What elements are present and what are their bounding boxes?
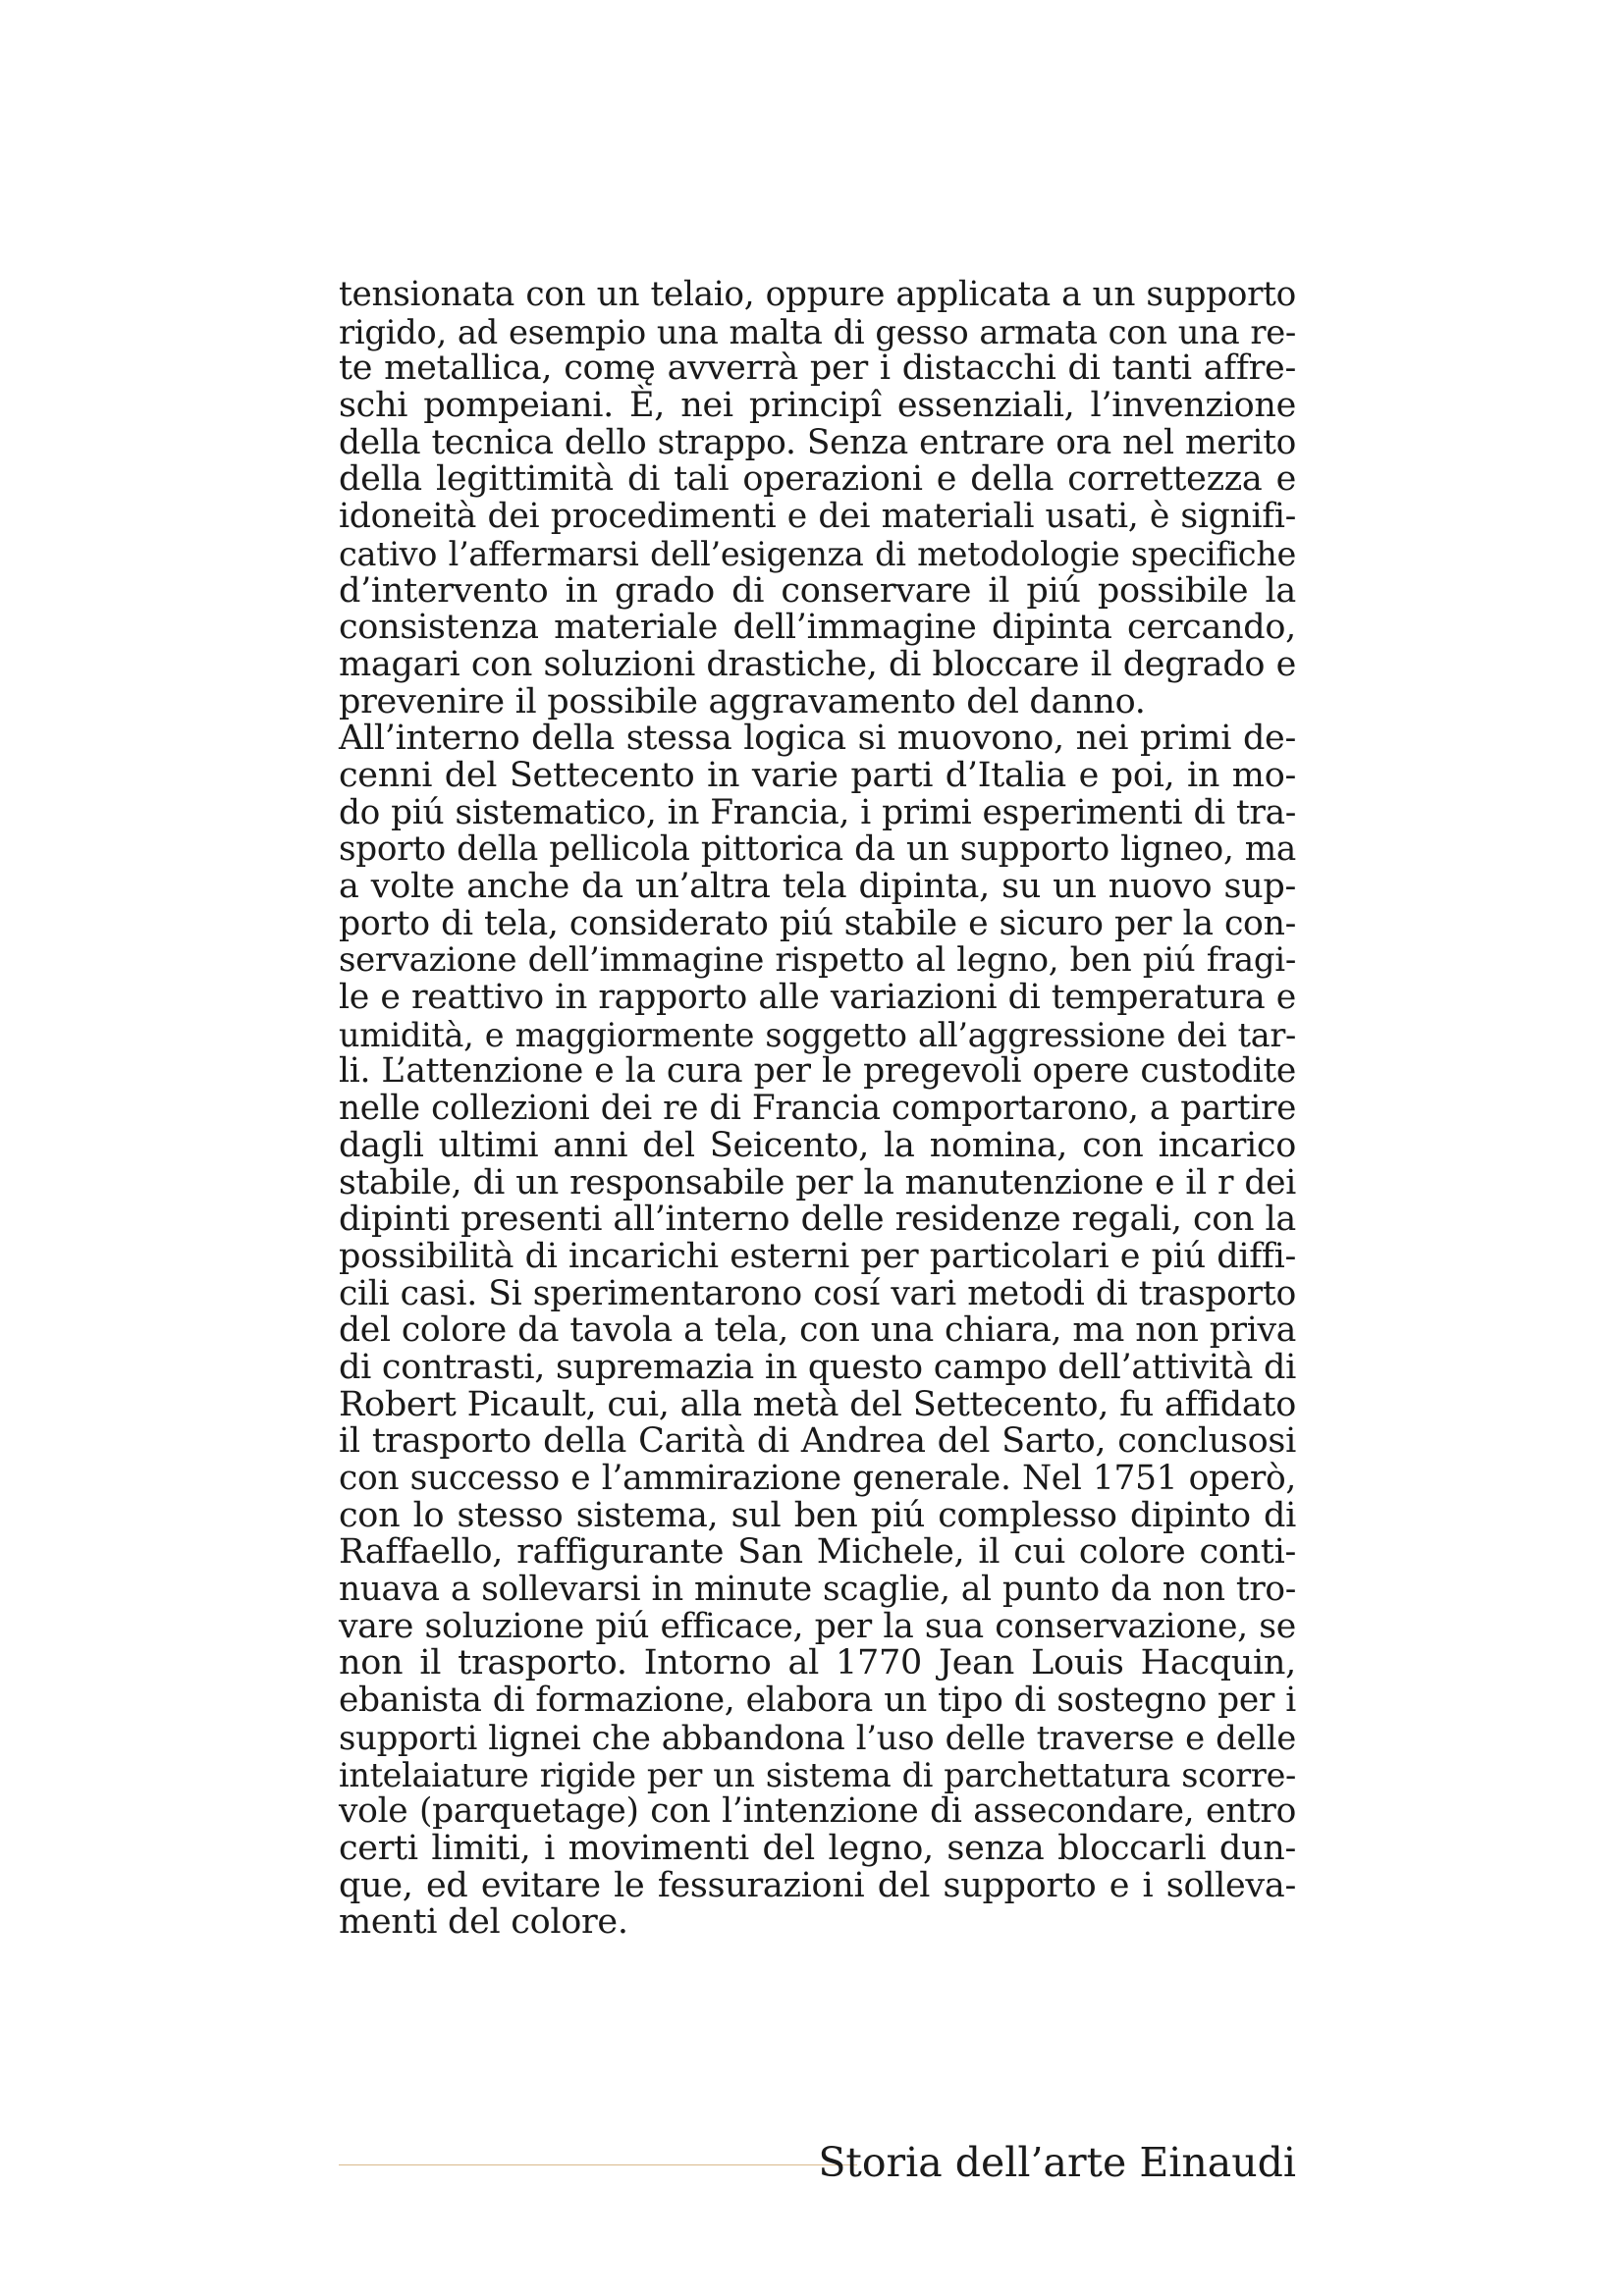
text-line: schi pompeiani. È, nei principî essenziali, l’invenzione (339, 386, 1296, 426)
footer-book-title: Storia dell’arte Einaudi (818, 2139, 1296, 2186)
text-line: li. L’attenzione e la cura per le pregevoli opere custodite (339, 1051, 1296, 1092)
body-text (339, 277, 1296, 1942)
text-line: cativo l’affermarsi dell’esigenza di metodologie specifiche (339, 534, 1296, 573)
text-line: della legittimità di tali operazioni e della correttezza e (339, 459, 1296, 500)
text-line: idoneità dei procedimenti e dei materiali usati, è signifi- (339, 497, 1296, 537)
text-line: certi limiti, i movimenti del legno, senza bloccarli dun- (339, 1828, 1296, 1868)
text-line: sporto della pellicola pittorica da un supporto ligneo, ma (339, 829, 1296, 870)
text-line: rigido, ad esempio una malta di gesso armata con una re- (339, 312, 1296, 351)
text-line: cenni del Settecento in varie parti d’Italia e poi, in mo- (339, 755, 1296, 795)
text-line: supporti lignei che abbandona l’uso delle traverse e delle (339, 1718, 1296, 1757)
text-line: All’interno della stessa logica si muovono, nei primi de- (339, 719, 1296, 759)
text-line: magari con soluzioni drastiche, di bloccare il degrado e (339, 644, 1296, 684)
text-line: servazione dell’immagine rispetto al legno, ben piú fragi- (339, 940, 1296, 981)
text-line: ebanista di formazione, elabora un tipo di sostegno per i (339, 1681, 1296, 1721)
text-line: dagli ultimi anni del Seicento, la nomina, con incarico (339, 1125, 1296, 1165)
text-line: umidità, e maggiormente soggetto all’aggressione dei tar- (339, 1015, 1296, 1054)
text-line: possibilità di incarichi esterni per particolari e piú diffi- (339, 1236, 1296, 1276)
text-line: stabile, di un responsabile per la manutenzione e il r dei (339, 1162, 1296, 1202)
text-line: Robert Picault, cui, alla metà del Settecento, fu affidato (339, 1384, 1296, 1424)
text-line: porto di tela, considerato piú stabile e sicuro per la con- (339, 903, 1296, 943)
text-line: Raffaello, raffigurante San Michele, il cui colore conti- (339, 1532, 1296, 1573)
text-line: cili casi. Si sperimentarono cosí vari metodi di trasporto (339, 1273, 1296, 1313)
text-line: d’intervento in grado di conservare il piú possibile la (339, 570, 1296, 611)
text-line: consistenza materiale dell’immagine dipinta cercando, (339, 608, 1296, 648)
text-line: non il trasporto. Intorno al 1770 Jean Louis Hacquin, (339, 1643, 1296, 1683)
text-line: prevenire il possibile aggravamento del danno. (339, 681, 1146, 721)
text-line: do piú sistematico, in Francia, i primi esperimenti di tra- (339, 792, 1296, 832)
text-line: con successo e l’ammirazione generale. Nel 1751 operò, (339, 1459, 1296, 1498)
footer-divider (339, 2164, 857, 2165)
text-line: della tecnica dello strappo. Senza entrare ora nel merito (339, 422, 1296, 462)
text-line: a volte anche da un’altra tela dipinta, su un nuovo sup- (339, 867, 1296, 906)
text-line: nelle collezioni dei re di Francia comportarono, a partire (339, 1089, 1296, 1129)
text-line: dipinti presenti all’interno delle residenze regali, con la (339, 1200, 1296, 1240)
text-line: con lo stesso sistema, sul ben piú complesso dipinto di (339, 1495, 1296, 1535)
text-line: di contrasti, supremazia in questo campo dell’attività di (339, 1347, 1296, 1387)
text-line: intelaiature rigide per un sistema di parchettatura scorre- (339, 1755, 1296, 1794)
text-line: que, ed evitare le fessurazioni del supporto e i solleva- (339, 1865, 1296, 1905)
text-line: vare soluzione piú efficace, per la sua conservazione, se (339, 1606, 1296, 1646)
text-line: le e reattivo in rapporto alle variazioni di temperatura e (339, 978, 1296, 1018)
text-line: tensionata con un telaio, oppure applicata a un supporto (339, 275, 1296, 314)
text-line: il trasporto della Carità di Andrea del Sarto, conclusosi (339, 1421, 1296, 1462)
text-line: del colore da tavola a tela, con una chiara, ma non priva (339, 1310, 1296, 1351)
text-line: menti del colore. (339, 1902, 628, 1943)
text-line: nuava a sollevarsi in minute scaglie, al punto da non tro- (339, 1570, 1296, 1610)
text-line: vole (parquetage) con l’intenzione di assecondare, entro (339, 1791, 1296, 1832)
text-line: te metallica, comę avverrà per i distacchi di tanti affre- (339, 348, 1296, 389)
